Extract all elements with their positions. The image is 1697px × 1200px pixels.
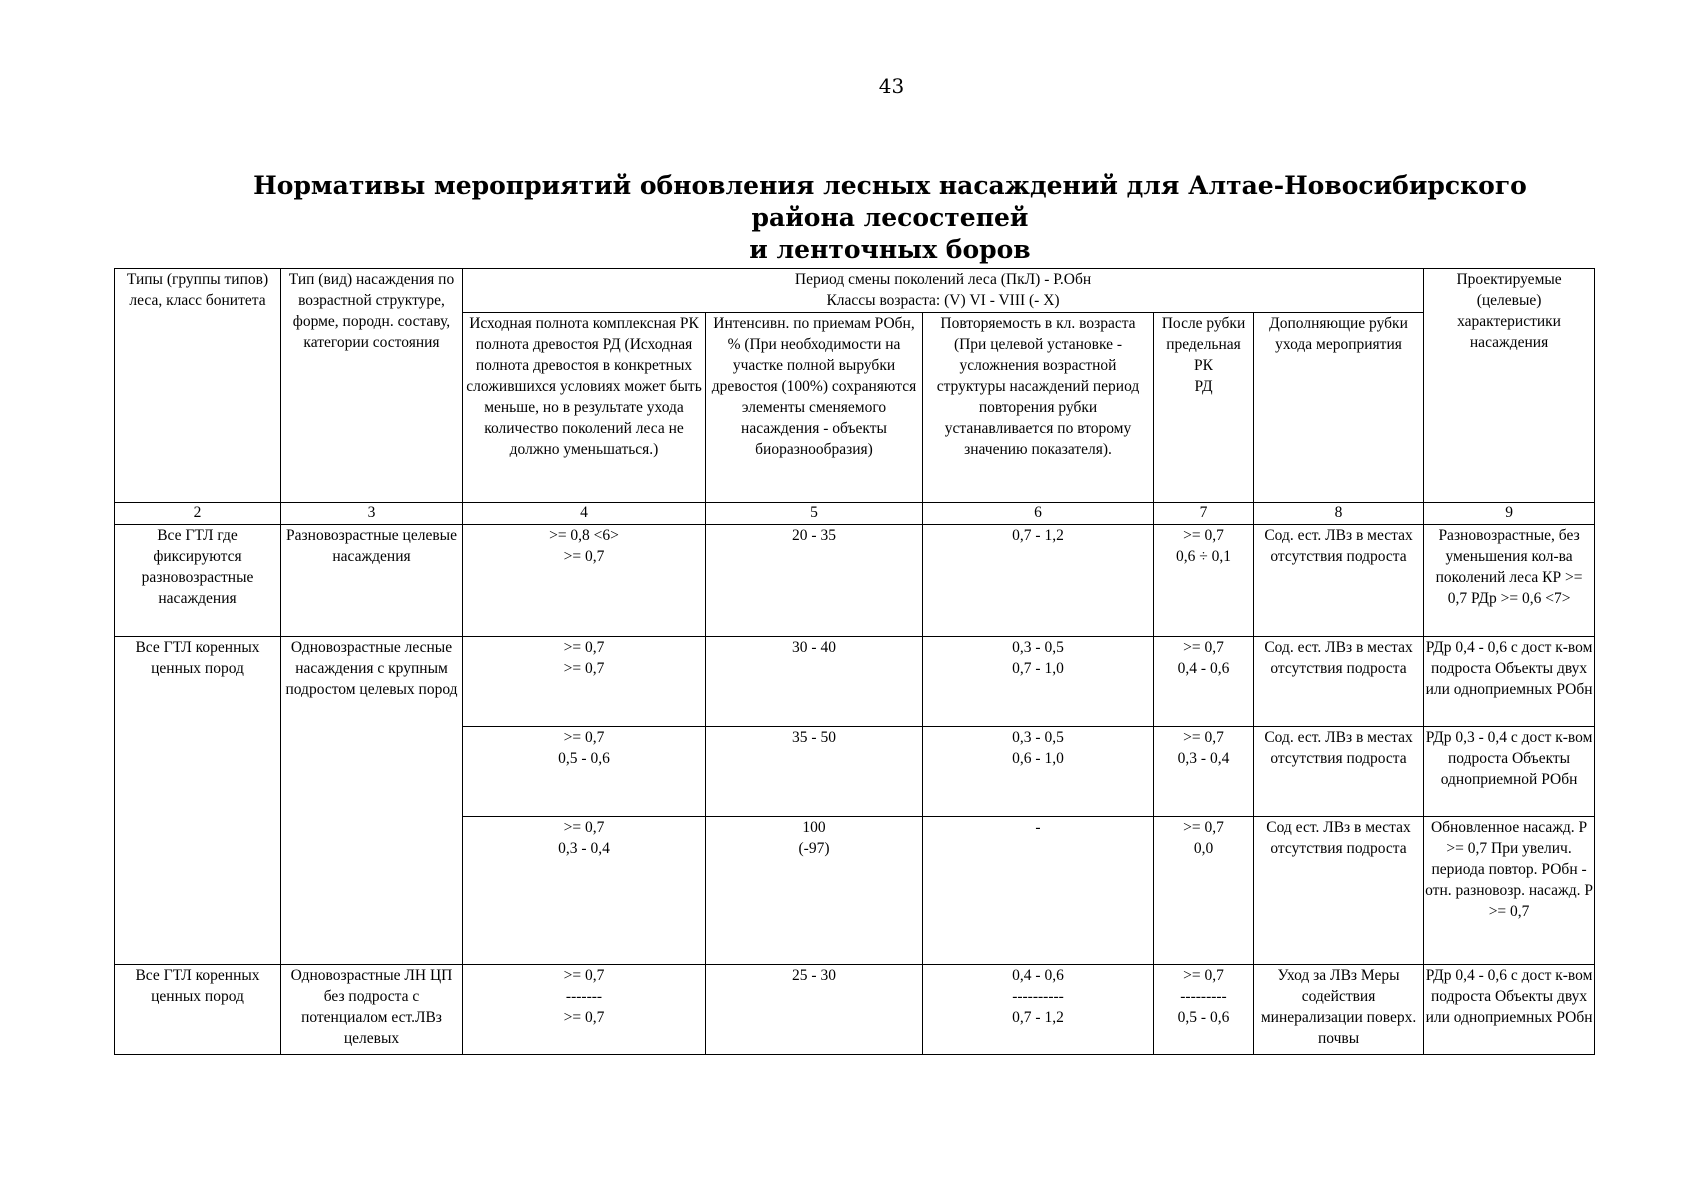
cell-initial-density [463, 637, 706, 727]
cell-additional-measures [1254, 637, 1424, 727]
header-repeatability-text: Повторяемость в кл. возраста (При целевой установке - усложнения возрастной структуры насаждений период повторения рубки устанавливается по второму значению показателя). [936, 315, 1140, 458]
norms-table [114, 268, 1595, 1055]
cell-initial-density [463, 525, 706, 637]
cell-value: 0,3 - 0,5 [1012, 639, 1064, 656]
header-additional-measures-text: Дополняющие рубки ухода мероприятия [1269, 315, 1408, 353]
cell-value: >= 0,7 [563, 639, 605, 656]
header-after-cutting-line-3: РК [1194, 357, 1213, 374]
cell-additional-measures [1254, 727, 1424, 817]
cell-additional-measures-text: Сод. ест. ЛВз в местах отсутствия подроста [1264, 729, 1413, 767]
cell-value: >= 0,7 [563, 1009, 605, 1026]
cell-target-characteristics [1424, 637, 1595, 727]
header-target-characteristics-text: Проектируемые (целевые) характеристики насаждения [1456, 271, 1562, 351]
cell-target-characteristics [1424, 525, 1595, 637]
cell-value: 0,3 - 0,4 [1177, 750, 1230, 767]
cell-forest-type [115, 525, 281, 637]
cell-target-characteristics [1424, 727, 1595, 817]
cell-target-characteristics-text: РДр 0,4 - 0,6 с дост к-вом подроста Объекты двух или одноприемных РОбн [1425, 967, 1593, 1026]
cell-value: 20 - 35 [792, 527, 836, 544]
title-line-2: и ленточных боров [749, 235, 1031, 264]
cell-after-cutting [1154, 727, 1254, 817]
header-initial-density-text: Исходная полнота комплексная РК полнота древостоя РД (Исходная полнота древостоя в конкретных сложившихся условиях может быть меньше, но в результате ухода количество поколений леса не должно уменьшаться.) [466, 315, 702, 458]
cell-value: >= 0,7 [1183, 967, 1224, 984]
cell-value: 30 - 40 [792, 639, 836, 656]
cell-stand-type-text: Разновозрастные целевые насаждения [286, 527, 457, 565]
cell-after-cutting [1154, 637, 1254, 727]
cell-forest-type-text: Все ГТЛ коренных ценных пород [135, 639, 260, 677]
header-row [115, 269, 1595, 313]
cell-value: >= 0,7 [1183, 819, 1224, 836]
cell-value: 0,0 [1193, 840, 1214, 857]
header-forest-type-text: Типы (группы типов) леса, класс бонитета [126, 271, 269, 309]
cell-value: >= 0,7 [563, 967, 605, 984]
cell-value: >= 0,7 [563, 819, 605, 836]
cell-value: >= 0,8 <6> [549, 527, 619, 544]
column-number: 8 [1254, 503, 1424, 525]
cell-value: (-97) [798, 840, 830, 857]
cell-value: >= 0,7 [1183, 729, 1224, 746]
title-line-1: Нормативы мероприятий обновления лесных насаждений для Алтае-Новосибирского района лесостепей [253, 171, 1527, 232]
cell-value: 0,4 - 0,6 [1012, 967, 1064, 984]
column-numbers-row [115, 503, 1595, 525]
cell-separator: ------- [565, 988, 603, 1005]
cell-value: >= 0,7 [563, 660, 605, 677]
cell-stand-type-text: Одновозрастные ЛН ЦП без подроста с потенциалом ест.ЛВз целевых [290, 967, 453, 1047]
cell-after-cutting [1154, 817, 1254, 965]
column-number: 7 [1154, 503, 1254, 525]
header-period [463, 269, 1424, 313]
cell-additional-measures-text: Сод. ест. ЛВз в местах отсутствия подроста [1264, 639, 1413, 677]
cell-repeatability [923, 965, 1154, 1055]
cell-value: >= 0,7 [1183, 527, 1224, 544]
cell-target-characteristics [1424, 965, 1595, 1055]
cell-intensity [706, 727, 923, 817]
cell-value: 0,5 - 0,6 [558, 750, 610, 767]
cell-additional-measures-text: Уход за ЛВз Меры содействия минерализации поверх. почвы [1260, 967, 1417, 1047]
cell-value: 25 - 30 [792, 967, 836, 984]
header-initial-density [463, 313, 706, 503]
cell-target-characteristics-text: РДр 0,4 - 0,6 с дост к-вом подроста Объекты двух или одноприемных РОбн [1425, 639, 1593, 698]
cell-additional-measures-text: Сод. ест. ЛВз в местах отсутствия подроста [1264, 527, 1413, 565]
cell-additional-measures-text: Сод ест. ЛВз в местах отсутствия подроста [1266, 819, 1411, 857]
cell-after-cutting [1154, 965, 1254, 1055]
cell-intensity [706, 817, 923, 965]
header-stand-type [281, 269, 463, 503]
cell-value: 0,7 - 1,2 [1012, 1009, 1064, 1026]
cell-additional-measures [1254, 965, 1424, 1055]
cell-after-cutting [1154, 525, 1254, 637]
cell-repeatability [923, 727, 1154, 817]
header-forest-type [115, 269, 281, 503]
cell-repeatability [923, 525, 1154, 637]
cell-value: 0,6 ÷ 0,1 [1175, 548, 1231, 565]
cell-stand-type [281, 637, 463, 965]
page-number: 43 [878, 74, 905, 98]
cell-value: 0,3 - 0,4 [558, 840, 610, 857]
cell-initial-density [463, 965, 706, 1055]
header-repeatability [923, 313, 1154, 503]
table-row [115, 525, 1595, 637]
cell-separator: --------- [1180, 988, 1227, 1005]
cell-intensity [706, 965, 923, 1055]
table-row [115, 965, 1595, 1055]
cell-forest-type-text: Все ГТЛ где фиксируются разновозрастные насаждения [141, 527, 254, 607]
cell-value: 100 [802, 819, 826, 836]
cell-target-characteristics [1424, 817, 1595, 965]
column-number: 9 [1424, 503, 1595, 525]
header-period-line-1: Период смены поколений леса (ПкЛ) - Р.Обн [794, 271, 1092, 288]
header-period-line-2: Классы возраста: (V) VI - VIII (- X) [826, 292, 1060, 309]
header-after-cutting-line-2: предельная [1166, 336, 1241, 353]
cell-intensity [706, 525, 923, 637]
header-after-cutting [1154, 313, 1254, 503]
cell-initial-density [463, 817, 706, 965]
cell-value: - [1035, 819, 1041, 836]
column-number: 6 [923, 503, 1154, 525]
cell-initial-density [463, 727, 706, 817]
header-additional-measures [1254, 313, 1424, 503]
cell-value: 0,7 - 1,2 [1012, 527, 1064, 544]
cell-additional-measures [1254, 817, 1424, 965]
cell-value: >= 0,7 [1183, 639, 1224, 656]
cell-repeatability [923, 637, 1154, 727]
table-row [115, 637, 1595, 727]
cell-value: >= 0,7 [563, 548, 605, 565]
cell-forest-type [115, 637, 281, 965]
cell-value: >= 0,7 [563, 729, 605, 746]
cell-separator: ---------- [1012, 988, 1064, 1005]
document-title [200, 170, 1580, 266]
column-number: 2 [115, 503, 281, 525]
cell-target-characteristics-text: РДр 0,3 - 0,4 с дост к-вом подроста Объекты одноприемной РОбн [1425, 729, 1593, 788]
column-number: 3 [281, 503, 463, 525]
cell-forest-type [115, 965, 281, 1055]
header-target-characteristics [1424, 269, 1595, 503]
header-intensity-text: Интенсивн. по приемам РОбн, % (При необходимости на участке полной вырубки древостоя (100%) сохраняются элементы сменяемого насаждения - объекты биоразнообразия) [711, 315, 917, 458]
header-after-cutting-line-4: РД [1194, 378, 1213, 395]
header-after-cutting-line-1: После рубки [1161, 315, 1246, 332]
cell-target-characteristics-text: Разновозрастные, без уменьшения кол-ва поколений леса КР >= 0,7 РДр >= 0,6 <7> [1435, 527, 1583, 607]
header-intensity [706, 313, 923, 503]
cell-repeatability [923, 817, 1154, 965]
cell-stand-type-text: Одновозрастные лесные насаждения с крупным подростом целевых пород [285, 639, 458, 698]
column-number: 5 [706, 503, 923, 525]
cell-additional-measures [1254, 525, 1424, 637]
cell-value: 35 - 50 [792, 729, 836, 746]
header-stand-type-text: Тип (вид) насаждения по возрастной структуре, форме, породн. составу, категории состояния [288, 271, 455, 351]
cell-value: 0,3 - 0,5 [1012, 729, 1064, 746]
cell-value: 0,6 - 1,0 [1012, 750, 1064, 767]
cell-intensity [706, 637, 923, 727]
cell-value: 0,4 - 0,6 [1177, 660, 1230, 677]
cell-target-characteristics-text: Обновленное насажд. Р >= 0,7 При увелич. периода повтор. РОбн - отн. разновозр. насажд. Р >= 0,7 [1425, 819, 1593, 920]
cell-stand-type [281, 965, 463, 1055]
cell-value: 0,5 - 0,6 [1177, 1009, 1230, 1026]
cell-forest-type-text: Все ГТЛ коренных ценных пород [135, 967, 260, 1005]
cell-value: 0,7 - 1,0 [1012, 660, 1064, 677]
cell-stand-type [281, 525, 463, 637]
column-number: 4 [463, 503, 706, 525]
